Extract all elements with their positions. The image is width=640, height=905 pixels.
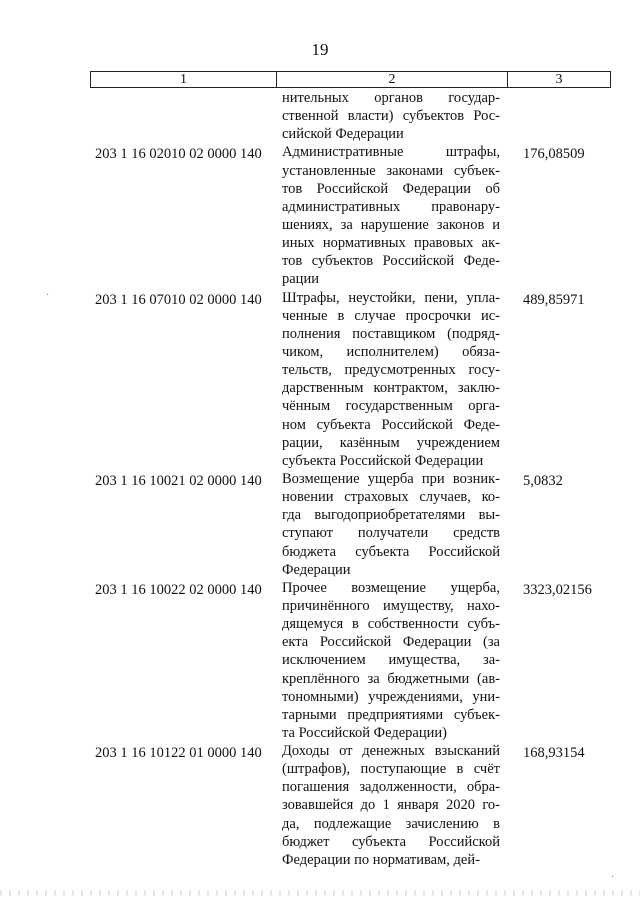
- amount-value: 176,08509: [523, 146, 585, 163]
- table-row: [0, 289, 640, 470]
- income-description: [282, 143, 500, 288]
- description-line: полнения поставщиком (подряд-: [282, 325, 500, 342]
- budget-code: 203 1 16 07010 02 0000 140: [95, 291, 262, 308]
- table-body: [0, 89, 640, 869]
- scan-noise: [0, 890, 640, 896]
- description-line: Возмещение ущерба при возник-: [282, 470, 500, 487]
- budget-code: 203 1 16 02010 02 0000 140: [95, 146, 262, 163]
- description-line: нительных органов государ-: [282, 90, 500, 106]
- budget-code: 203 1 16 10122 01 0000 140: [95, 745, 262, 762]
- header-column-2: 2: [277, 72, 508, 87]
- table-header: [90, 71, 611, 88]
- income-description: [282, 89, 500, 143]
- scan-speck: ·: [611, 872, 615, 883]
- description-line: ступают получатели средств: [282, 525, 500, 542]
- budget-code: 203 1 16 10022 02 0000 140: [95, 581, 262, 598]
- description-line: (штрафов), поступающие в счёт: [282, 761, 500, 778]
- description-line: тарными предприятиями субъек-: [282, 706, 500, 723]
- description-line: ченные в случае просрочки ис-: [282, 307, 500, 324]
- description-line: исключением имущества, за-: [282, 652, 500, 669]
- description-line: гда выгодоприобретателями вы-: [282, 507, 500, 524]
- description-line: дящемуся в собственности субъ-: [282, 616, 500, 633]
- page-number: 19: [311, 40, 329, 59]
- description-line: зовавшейся до 1 января 2020 го-: [282, 797, 500, 814]
- description-line: тельств, предусмотренных госу-: [282, 362, 500, 379]
- header-column-1: 1: [91, 72, 277, 87]
- table-row: [0, 143, 640, 288]
- description-line: административных правонару-: [282, 198, 500, 215]
- income-description: [282, 742, 500, 869]
- income-description: [282, 470, 500, 579]
- description-line: та Российской Федерации): [282, 724, 447, 741]
- description-line: да, подлежащие зачислению в: [282, 815, 500, 832]
- description-line: Доходы от денежных взысканий: [282, 743, 500, 760]
- description-line: сийской Федерации: [282, 126, 404, 143]
- description-line: Административные штрафы,: [282, 144, 500, 161]
- table-row: [0, 742, 640, 869]
- table-row: [0, 89, 640, 143]
- description-line: тов Российской Федерации об: [282, 180, 500, 197]
- description-line: ственной власти) субъектов Рос-: [282, 108, 500, 125]
- description-line: погашения задолженности, обра-: [282, 779, 500, 796]
- description-line: чиком, исполнителем) обяза-: [282, 343, 500, 360]
- description-line: бюджет субъекта Российской: [282, 833, 500, 850]
- description-line: тономными) учреждениями, уни-: [282, 688, 500, 705]
- description-line: екта Российской Федерации (за: [282, 634, 500, 651]
- income-description: [282, 579, 500, 742]
- amount-value: 5,0832: [523, 472, 563, 489]
- description-line: тов субъектов Российской Феде-: [282, 253, 500, 270]
- description-line: установленные законами субъек-: [282, 162, 500, 179]
- income-description: [282, 289, 500, 470]
- budget-code: 203 1 16 10021 02 0000 140: [95, 472, 262, 489]
- description-line: шениях, за нарушение законов и: [282, 216, 500, 233]
- header-column-3: 3: [555, 72, 563, 87]
- description-line: дарственным контрактом, заклю-: [282, 380, 500, 397]
- description-line: причинённого имуществу, нахо-: [282, 597, 500, 614]
- description-line: Прочее возмещение ущерба,: [282, 579, 500, 596]
- description-line: новении страховых случаев, ко-: [282, 489, 500, 506]
- description-line: бюджета субъекта Российской: [282, 543, 500, 560]
- amount-value: 489,85971: [523, 291, 585, 308]
- description-line: Федерации по нормативам, дей-: [282, 851, 480, 868]
- table-row: [0, 579, 640, 742]
- table-row: [0, 470, 640, 579]
- description-line: чённым государственным орга-: [282, 398, 500, 415]
- amount-value: 168,93154: [523, 745, 585, 762]
- description-line: Федерации: [282, 561, 351, 578]
- description-line: рации, казённым учреждением: [282, 434, 500, 451]
- description-line: креплённого за бюджетными (ав-: [282, 670, 500, 687]
- description-line: рации: [282, 271, 319, 288]
- description-line: субъекта Российской Федерации: [282, 452, 484, 469]
- scan-speck: ·: [46, 290, 50, 301]
- description-line: ном субъекта Российской Феде-: [282, 416, 500, 433]
- description-line: Штрафы, неустойки, пени, упла-: [282, 289, 500, 306]
- amount-value: 3323,02156: [523, 581, 592, 598]
- description-line: иных нормативных правовых ак-: [282, 235, 500, 252]
